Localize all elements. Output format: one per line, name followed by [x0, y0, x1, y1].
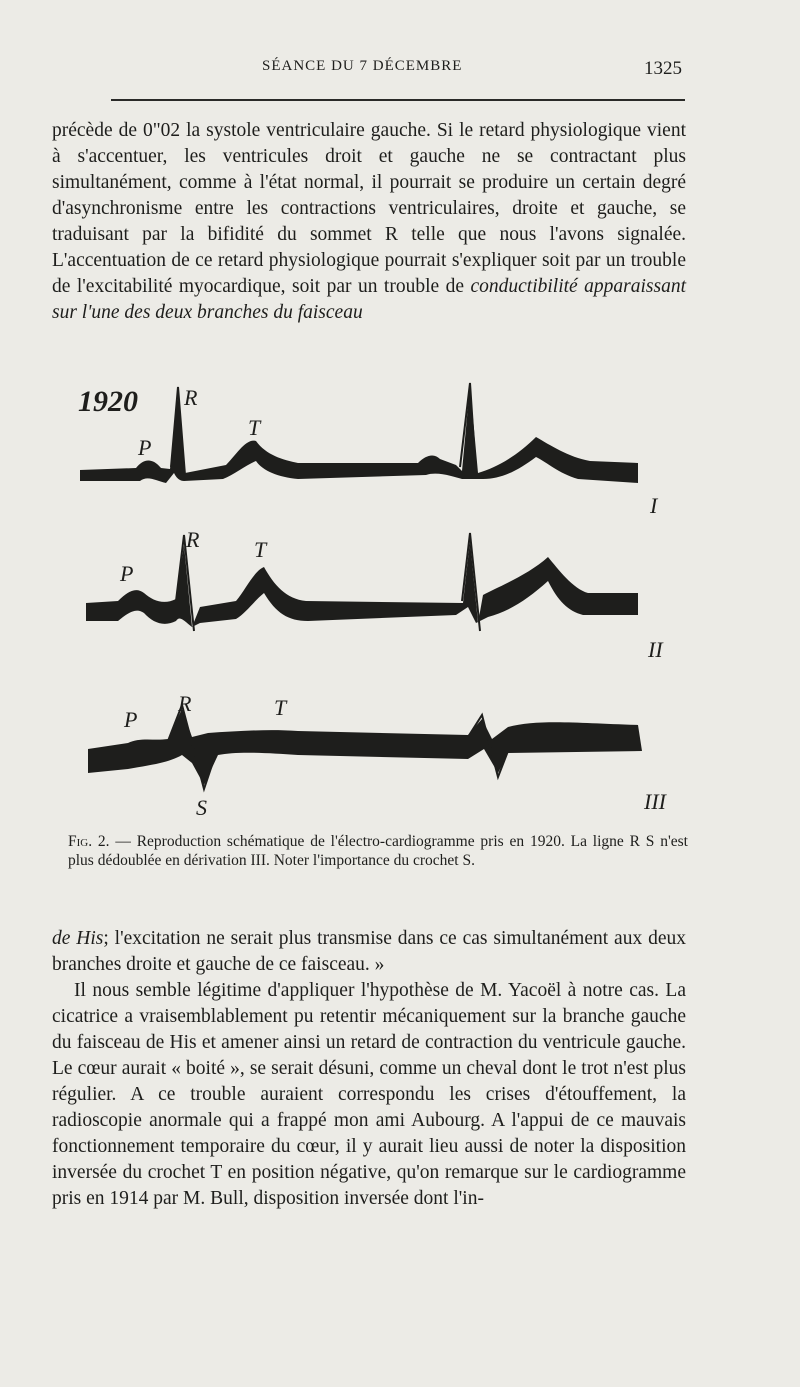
lead3-label-p: P [124, 707, 138, 732]
body-bottom-p1-text: ; l'excitation ne serait plus transmise dans ce cas simultanément aux deux branches droite et gauche de ce faisceau. » [52, 928, 686, 975]
lead3-label-t: T [274, 695, 287, 720]
body-bottom-p1-italic: de His [52, 928, 104, 949]
lead2-label-r: R [186, 527, 200, 552]
body-paragraph-top [52, 118, 686, 326]
page-header [0, 58, 800, 84]
body-bottom-p2: Il nous semble légitime d'appliquer l'hypothèse de M. Yacoël à notre cas. La cicatrice a vraisemblablement pu retentir mécaniquement sur la branche gauche du faisceau de His et amener ainsi un retard de contraction du ventricule gauche. Le cœur aurait « boité », se serait désuni, comme un cheval dont le trot n'est plus régulier. A ce trouble auraient correspondu les crises d'étouffement, la radioscopie anormale qui a frappé mon ami Aubourg. A l'appui de ce mauvais fonctionnement temporaire du cœur, il y aurait lieu aussi de noter la disposition inversée du crochet T en position négative, qu'on remarque sur le cardiogramme pris en 1914 par M. Bull, disposition inversée dont l'in- [52, 980, 686, 1209]
figure-year: 1920 [78, 385, 138, 418]
running-head: SÉANCE DU 7 DÉCEMBRE [262, 58, 463, 74]
lead1-roman: I [650, 493, 658, 518]
ecg-drawing [58, 375, 698, 825]
lead3-label-r: R [178, 691, 192, 716]
caption-label: Fig. 2. [68, 833, 110, 850]
ecg-lead-1 [78, 383, 659, 518]
lead1-label-r: R [184, 385, 198, 410]
lead1-label-t: T [248, 415, 261, 440]
body-top-italic: conductibilité apparaissant sur l'une des deux branches du faisceau [52, 276, 686, 323]
lead3-label-s: S [196, 795, 207, 820]
ecg-lead-3 [88, 691, 668, 820]
ecg-figure [58, 375, 698, 825]
figure-caption [68, 832, 688, 870]
header-rule [111, 99, 685, 101]
lead3-roman: III [644, 789, 666, 814]
body-top-text: précède de 0"02 la systole ventriculaire gauche. Si le retard physiologique vient à s'accentuer, les ventricules droit et gauche ne se contractant plus simultanément, comme à l'état normal, il pourrait se produire un certain degré d'asynchronisme entre les contractions ventriculaires, droite et gauche, se traduisant par la bifidité du sommet R telle que nous l'avons signalée. L'accentuation de ce retard physiologique pourrait s'expliquer soit par un trouble de l'excitabilité myocardique, soit par un trouble de [52, 120, 686, 297]
lead2-label-p: P [120, 561, 134, 586]
lead2-label-t: T [254, 537, 267, 562]
body-paragraph-bottom [52, 926, 686, 1212]
caption-text: — Reproduction schématique de l'électro-cardiogramme pris en 1920. La ligne R S n'est plus dédoublée en dérivation III. Noter l'importance du crochet S. [68, 833, 688, 869]
lead2-roman: II [648, 637, 663, 662]
lead1-label-p: P [138, 435, 152, 460]
page-number: 1325 [644, 58, 682, 79]
ecg-lead-2 [86, 527, 664, 662]
body-bottom-p1 [52, 926, 686, 978]
